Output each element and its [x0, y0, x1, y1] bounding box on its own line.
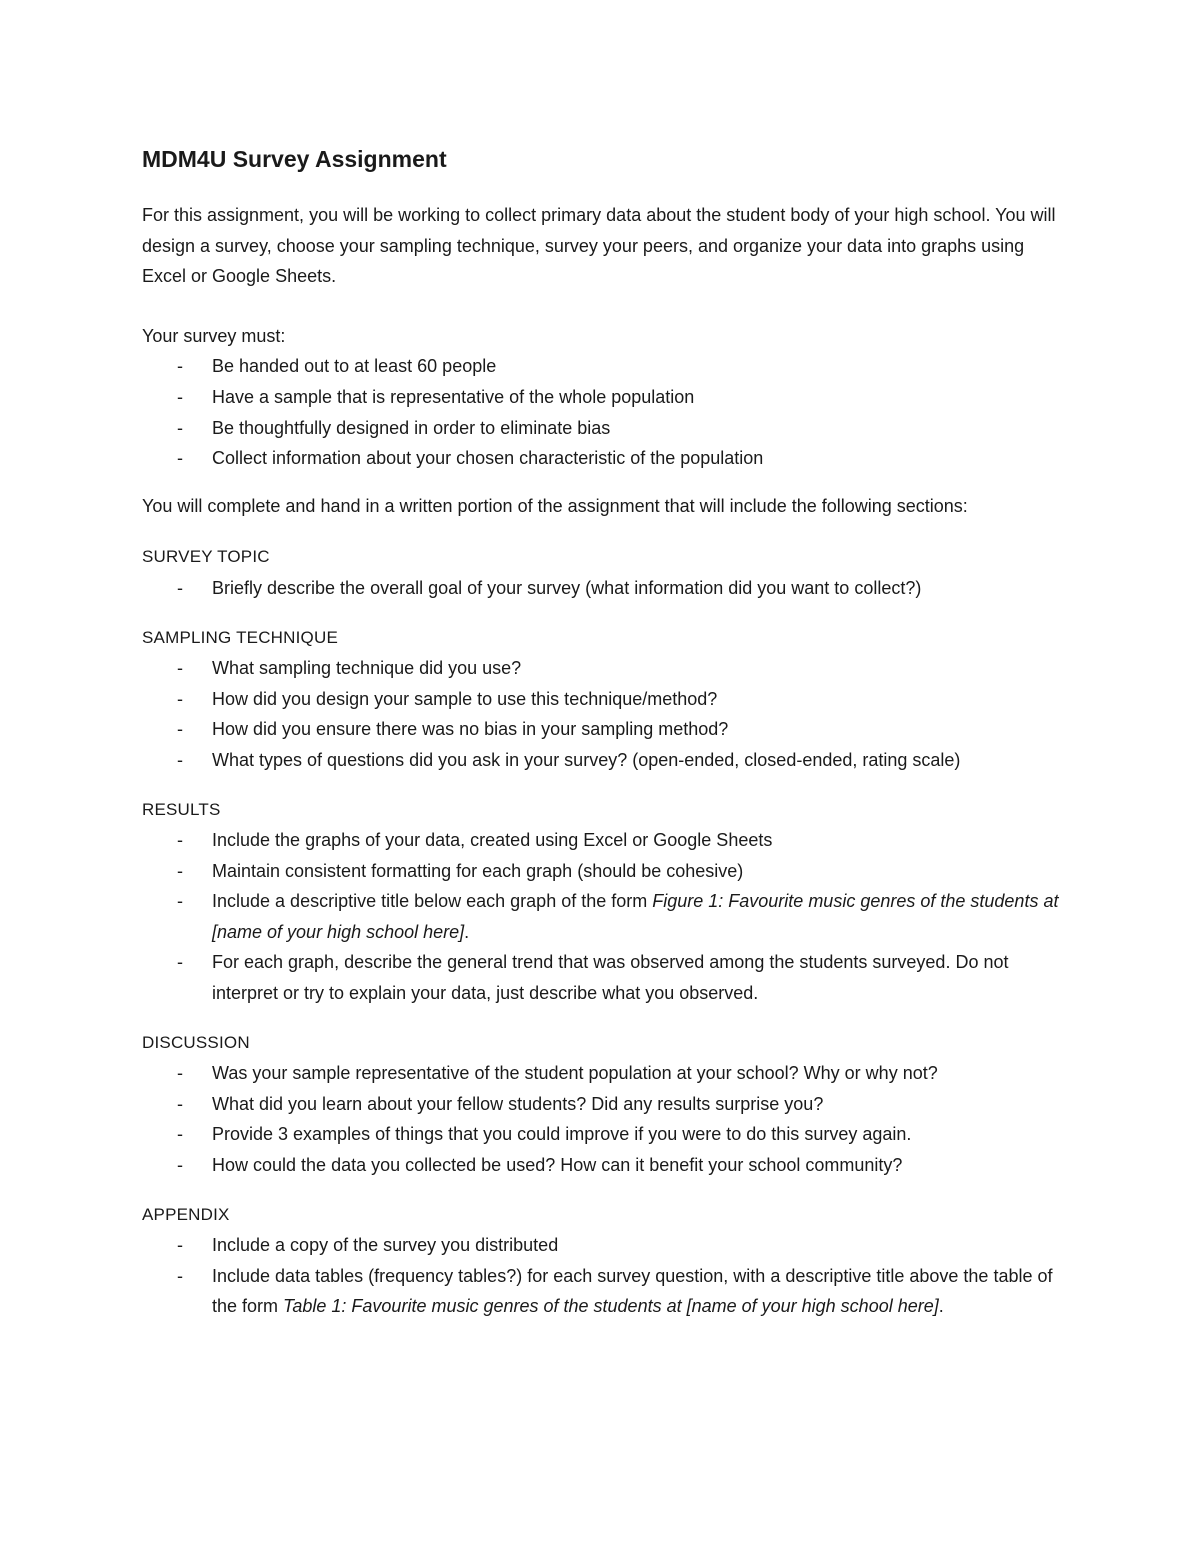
list-item: [142, 1261, 1062, 1322]
list-item: - What did you learn about your fellow students? Did any results surprise you?: [142, 1089, 1062, 1120]
item-text: Include data tables (frequency tables?) for each survey question, with a descriptive title above the table of the form: [212, 1265, 1053, 1317]
list-item: - Was your sample representative of the student population at your school? Why or why not?: [142, 1058, 1062, 1089]
list-item: - What sampling technique did you use?: [142, 653, 1062, 684]
section-heading: RESULTS: [142, 799, 221, 819]
intro-paragraph: For this assignment, you will be working to collect primary data about the student body of your high school. You will design a survey, choose your sampling technique, survey your peers, and organize your data into graphs using Excel or Google Sheets.: [142, 205, 1056, 287]
document-title: MDM4U Survey Assignment: [142, 146, 447, 172]
list-item: - Collect information about your chosen characteristic of the population: [142, 443, 1062, 474]
section-list: [142, 1230, 1062, 1322]
figure-title-example: Figure 1: Favourite music genres of the students at [name of your high school here]: [212, 891, 1059, 942]
section-heading: SURVEY TOPIC: [142, 547, 270, 567]
section-list: [142, 1058, 1062, 1180]
section-list: [142, 653, 1062, 775]
section-discussion: [142, 1028, 1062, 1181]
section-sampling-technique: [142, 623, 1062, 776]
section-appendix: [142, 1200, 1062, 1322]
list-item: - Briefly describe the overall goal of your survey (what information did you want to collect?): [142, 573, 1062, 604]
requirements-label: Your survey must:: [142, 325, 286, 346]
table-title-example: Table 1: Favourite music genres of the students at [name of your high school here]: [283, 1296, 939, 1317]
section-survey-topic: [142, 542, 1062, 603]
list-item: [142, 886, 1062, 947]
list-item: - Be handed out to at least 60 people: [142, 351, 1062, 382]
item-punctuation: .: [464, 921, 470, 942]
section-results: [142, 795, 1062, 1009]
list-item: - Maintain consistent formatting for each graph (should be cohesive): [142, 856, 1062, 887]
list-item: - What types of questions did you ask in your survey? (open-ended, closed-ended, rating scale): [142, 745, 1062, 776]
item-text: Include a descriptive title below each graph of the form: [212, 891, 653, 912]
item-punctuation: .: [938, 1296, 944, 1317]
list-item: - How did you design your sample to use this technique/method?: [142, 684, 1062, 715]
list-item: - Be thoughtfully designed in order to eliminate bias: [142, 413, 1062, 444]
document-body: [142, 143, 1062, 1322]
requirements-list: [142, 351, 1062, 473]
list-item: - Include a copy of the survey you distributed: [142, 1230, 1062, 1261]
section-list: [142, 825, 1062, 1009]
section-heading: DISCUSSION: [142, 1032, 250, 1052]
list-item: - Have a sample that is representative of the whole population: [142, 382, 1062, 413]
section-heading: SAMPLING TECHNIQUE: [142, 627, 338, 647]
list-item: - How could the data you collected be used? How can it benefit your school community?: [142, 1150, 1062, 1181]
list-item: - Provide 3 examples of things that you could improve if you were to do this survey again.: [142, 1119, 1062, 1150]
section-heading: APPENDIX: [142, 1204, 230, 1224]
list-item: - Include the graphs of your data, created using Excel or Google Sheets: [142, 825, 1062, 856]
list-item: - How did you ensure there was no bias in your sampling method?: [142, 714, 1062, 745]
list-item: - For each graph, describe the general trend that was observed among the students surveyed. Do not interpret or try to explain your data, just describe what you observed.: [142, 947, 1062, 1008]
section-list: [142, 573, 1062, 604]
written-portion-paragraph: You will complete and hand in a written portion of the assignment that will include the following sections:: [142, 495, 968, 516]
